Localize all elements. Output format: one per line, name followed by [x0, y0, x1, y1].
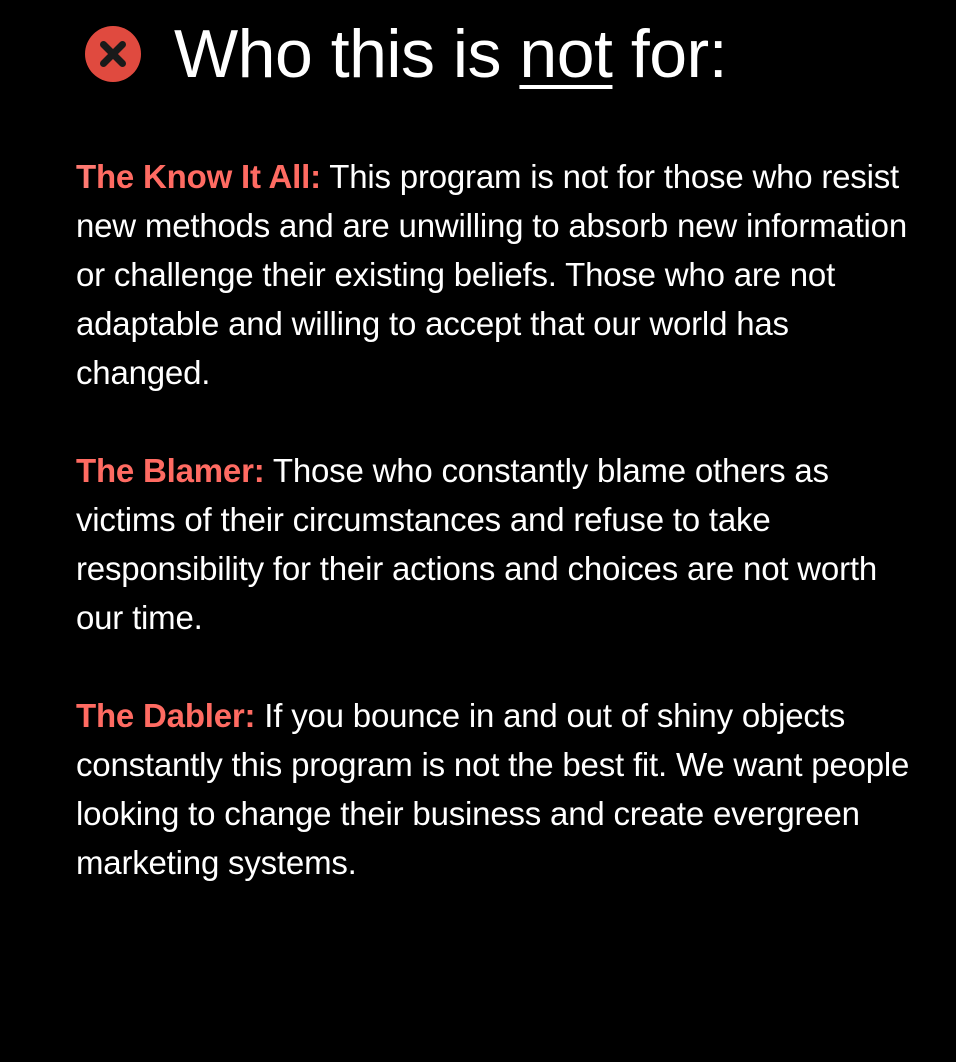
x-circle-icon — [84, 25, 142, 83]
label-initial: T — [76, 158, 96, 195]
disqualifier-text: This program is not for those who resist new methods and are unwilling to absorb new information or challenge their existing beliefs. Those who are not adaptable and willing to accept that our world has changed. — [76, 158, 907, 391]
page-header — [84, 14, 727, 94]
disqualifier-label — [76, 158, 321, 195]
disqualifier-label: The Dabler: — [76, 697, 256, 734]
title-prefix: Who this is — [174, 16, 520, 92]
disqualifier-know-it-all — [76, 152, 916, 397]
label-remainder: he Know It All: — [95, 158, 321, 195]
disqualifier-text: Those who constantly blame others as victims of their circumstances and refuse to take responsibility for their actions and choices are not worth our time. — [76, 452, 877, 636]
title-suffix: for: — [612, 16, 728, 92]
disqualifier-dabler — [76, 691, 916, 887]
disqualifier-list — [76, 152, 916, 936]
title-emphasis: not — [519, 16, 613, 92]
disqualifier-label: The Blamer: — [76, 452, 265, 489]
page-title — [174, 14, 727, 94]
disqualifier-blamer — [76, 446, 916, 642]
disqualifier-text: If you bounce in and out of shiny objects constantly this program is not the best fit. We want people looking to change their business and create evergreen marketing systems. — [76, 697, 910, 881]
